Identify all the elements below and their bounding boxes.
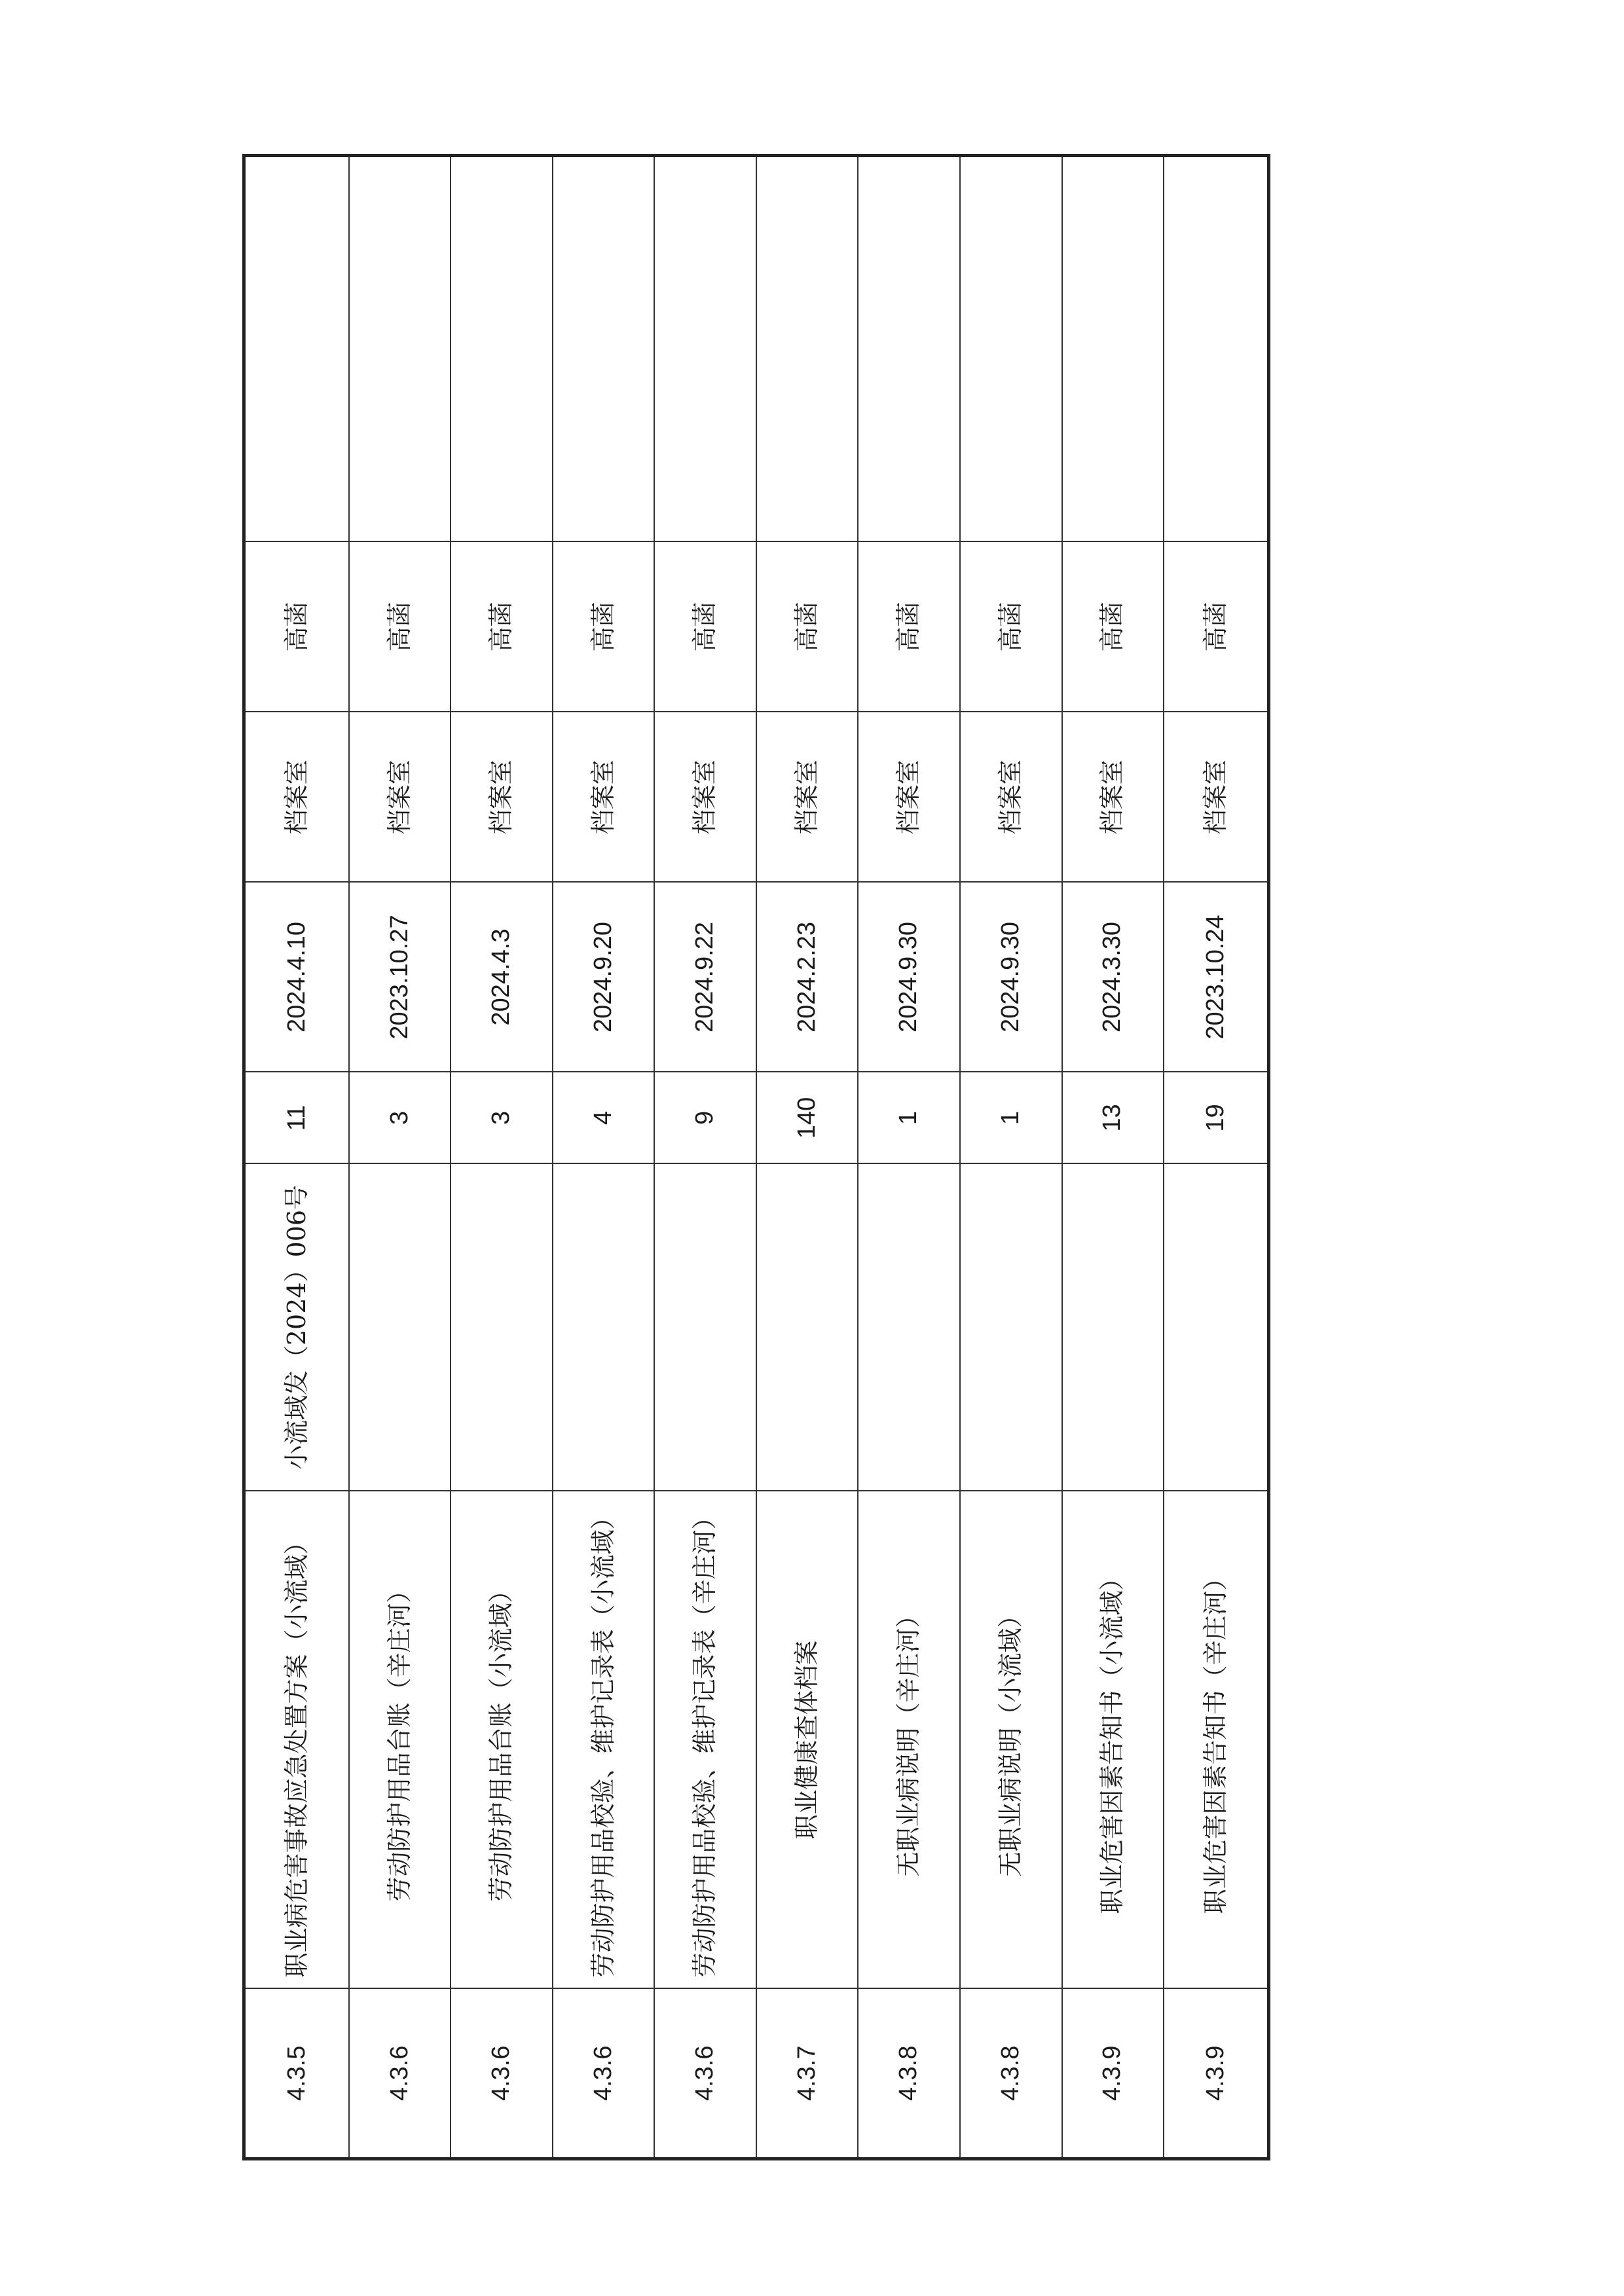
keeper-cell: 高菡: [451, 542, 553, 712]
keeper-cell: 高菡: [858, 542, 960, 712]
storage-location-cell: 档案室: [1062, 712, 1164, 883]
table-row: [553, 156, 655, 2159]
remark-cell: [960, 156, 1062, 542]
table-row: [1164, 156, 1268, 2159]
date-cell: 2023.10.24: [1164, 883, 1268, 1072]
keeper-cell: 高菡: [244, 542, 349, 712]
count-cell: 1: [960, 1072, 1062, 1164]
storage-location-cell: 档案室: [858, 712, 960, 883]
clause-cell: 4.3.5: [244, 1989, 349, 2159]
clause-cell: 4.3.8: [960, 1989, 1062, 2159]
count-cell: 11: [244, 1072, 349, 1164]
records-body: [244, 156, 1269, 2159]
count-cell: 1: [858, 1072, 960, 1164]
remark-cell: [858, 156, 960, 542]
storage-location-cell: 档案室: [756, 712, 858, 883]
date-cell: 2024.9.20: [553, 883, 655, 1072]
table-row: [858, 156, 960, 2159]
remark-cell: [349, 156, 451, 542]
record-name-cell: 劳动防护用品校验、维护记录表（小流域）: [553, 1491, 655, 1989]
document-number-cell: [349, 1164, 451, 1491]
keeper-cell: 高菡: [654, 542, 756, 712]
remark-cell: [756, 156, 858, 542]
clause-cell: 4.3.6: [451, 1989, 553, 2159]
storage-location-cell: 档案室: [553, 712, 655, 883]
count-cell: 140: [756, 1072, 858, 1164]
date-cell: 2024.2.23: [756, 883, 858, 1072]
record-name-cell: 劳动防护用品台账（辛庄河）: [349, 1491, 451, 1989]
count-cell: 3: [451, 1072, 553, 1164]
document-number-cell: [451, 1164, 553, 1491]
clause-cell: 4.3.8: [858, 1989, 960, 2159]
record-name-cell: 职业健康查体档案: [756, 1491, 858, 1989]
record-name-cell: 劳动防护用品校验、维护记录表（辛庄河）: [654, 1491, 756, 1989]
keeper-cell: 高菡: [1164, 542, 1268, 712]
table-row: [1062, 156, 1164, 2159]
record-name-cell: 劳动防护用品台账（小流域）: [451, 1491, 553, 1989]
remark-cell: [451, 156, 553, 542]
date-cell: 2024.4.3: [451, 883, 553, 1072]
rotated-page: [242, 157, 1270, 2160]
keeper-cell: 高菡: [1062, 542, 1164, 712]
date-cell: 2023.10.27: [349, 883, 451, 1072]
storage-location-cell: 档案室: [244, 712, 349, 883]
count-cell: 9: [654, 1072, 756, 1164]
record-name-cell: 职业病危害事故应急处置方案（小流域）: [244, 1491, 349, 1989]
document-number-cell: [858, 1164, 960, 1491]
remark-cell: [654, 156, 756, 542]
table-row: [756, 156, 858, 2159]
date-cell: 2024.4.10: [244, 883, 349, 1072]
clause-cell: 4.3.6: [654, 1989, 756, 2159]
storage-location-cell: 档案室: [349, 712, 451, 883]
record-name-cell: 职业危害因素告知书（辛庄河）: [1164, 1491, 1268, 1989]
document-number-cell: [960, 1164, 1062, 1491]
record-name-cell: 职业危害因素告知书（小流域）: [1062, 1491, 1164, 1989]
keeper-cell: 高菡: [960, 542, 1062, 712]
count-cell: 19: [1164, 1072, 1268, 1164]
document-number-cell: [1062, 1164, 1164, 1491]
record-name-cell: 无职业病说明（辛庄河）: [858, 1491, 960, 1989]
records-table: [242, 154, 1270, 2160]
storage-location-cell: 档案室: [654, 712, 756, 883]
keeper-cell: 高菡: [756, 542, 858, 712]
clause-cell: 4.3.6: [349, 1989, 451, 2159]
clause-cell: 4.3.7: [756, 1989, 858, 2159]
document-number-cell: [553, 1164, 655, 1491]
count-cell: 13: [1062, 1072, 1164, 1164]
storage-location-cell: 档案室: [1164, 712, 1268, 883]
remark-cell: [553, 156, 655, 542]
document-number-cell: [756, 1164, 858, 1491]
date-cell: 2024.3.30: [1062, 883, 1164, 1072]
count-cell: 4: [553, 1072, 655, 1164]
remark-cell: [1164, 156, 1268, 542]
table-row: [960, 156, 1062, 2159]
date-cell: 2024.9.30: [960, 883, 1062, 1072]
table-row: [349, 156, 451, 2159]
remark-cell: [244, 156, 349, 542]
document-number-cell: 小流域发（2024）006号: [244, 1164, 349, 1491]
storage-location-cell: 档案室: [451, 712, 553, 883]
clause-cell: 4.3.9: [1062, 1989, 1164, 2159]
table-row: [244, 156, 349, 2159]
clause-cell: 4.3.9: [1164, 1989, 1268, 2159]
date-cell: 2024.9.30: [858, 883, 960, 1072]
remark-cell: [1062, 156, 1164, 542]
count-cell: 3: [349, 1072, 451, 1164]
clause-cell: 4.3.6: [553, 1989, 655, 2159]
document-number-cell: [654, 1164, 756, 1491]
date-cell: 2024.9.22: [654, 883, 756, 1072]
keeper-cell: 高菡: [349, 542, 451, 712]
keeper-cell: 高菡: [553, 542, 655, 712]
storage-location-cell: 档案室: [960, 712, 1062, 883]
document-number-cell: [1164, 1164, 1268, 1491]
table-row: [451, 156, 553, 2159]
table-row: [654, 156, 756, 2159]
record-name-cell: 无职业病说明（小流域）: [960, 1491, 1062, 1989]
